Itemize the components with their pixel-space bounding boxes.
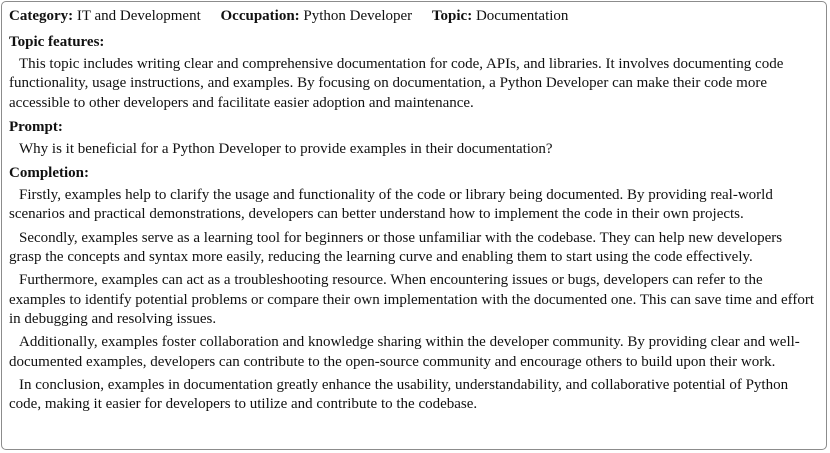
completion-paragraph: Secondly, examples serve as a learning tool for beginners or those unfamiliar with the codebase. They can help new developers grasp the concepts and syntax more easily, reducing the learning curve and enabling them to start using the code effectively. [9, 229, 783, 266]
prompt-section [9, 117, 818, 159]
meta-row [9, 6, 818, 26]
topic-label: Topic: [431, 8, 473, 24]
occupation-meta [221, 6, 413, 26]
prompt-heading: Prompt: [9, 118, 63, 135]
prompt-text: Why is it beneficial for a Python Developer to provide examples in their documentation? [19, 140, 553, 157]
occupation-label: Occupation: [220, 8, 300, 24]
completion-heading: Completion: [9, 165, 89, 182]
completion-paragraph: Additionally, examples foster collaboration and knowledge sharing within the developer community. By providing clear and well-documented examples, developers can contribute to the open-source community and encourage others to build upon their work. [9, 334, 800, 370]
topic-features-heading: Topic features: [9, 34, 105, 50]
topic-features-section [9, 32, 818, 113]
document-card [1, 1, 827, 450]
completion-section [9, 163, 818, 414]
completion-paragraph: Firstly, examples help to clarify the usage and functionality of the code or library being documented. By providing real-world scenarios and practical demonstrations, developers can better understand how to implement the code in their own projects. [9, 187, 773, 223]
category-label: Category: [9, 8, 74, 24]
category-value: IT and Development [76, 8, 201, 24]
topic-meta [432, 6, 569, 26]
occupation-value: Python Developer [303, 8, 413, 24]
topic-features-text: This topic includes writing clear and comprehensive documentation for code, APIs, and libraries. It involves documenting code functionality, usage instructions, and examples. By focusing on documentation, a Python Developer can make their code more accessible to other developers and facilitate easier adoption and maintenance. [9, 56, 784, 111]
completion-paragraph: In conclusion, examples in documentation greatly enhance the usability, understandability, and collaborative potential of Python code, making it easier for developers to utilize and contribute to the codebase. [9, 376, 789, 413]
topic-value: Documentation [475, 8, 569, 24]
category-meta [9, 6, 201, 26]
completion-paragraph: Furthermore, examples can act as a troubleshooting resource. When encountering issues or bugs, developers can refer to the examples to identify potential problems or compare their own implementation with the documented one. This can save time and effort in debugging and resolving issues. [9, 272, 815, 327]
